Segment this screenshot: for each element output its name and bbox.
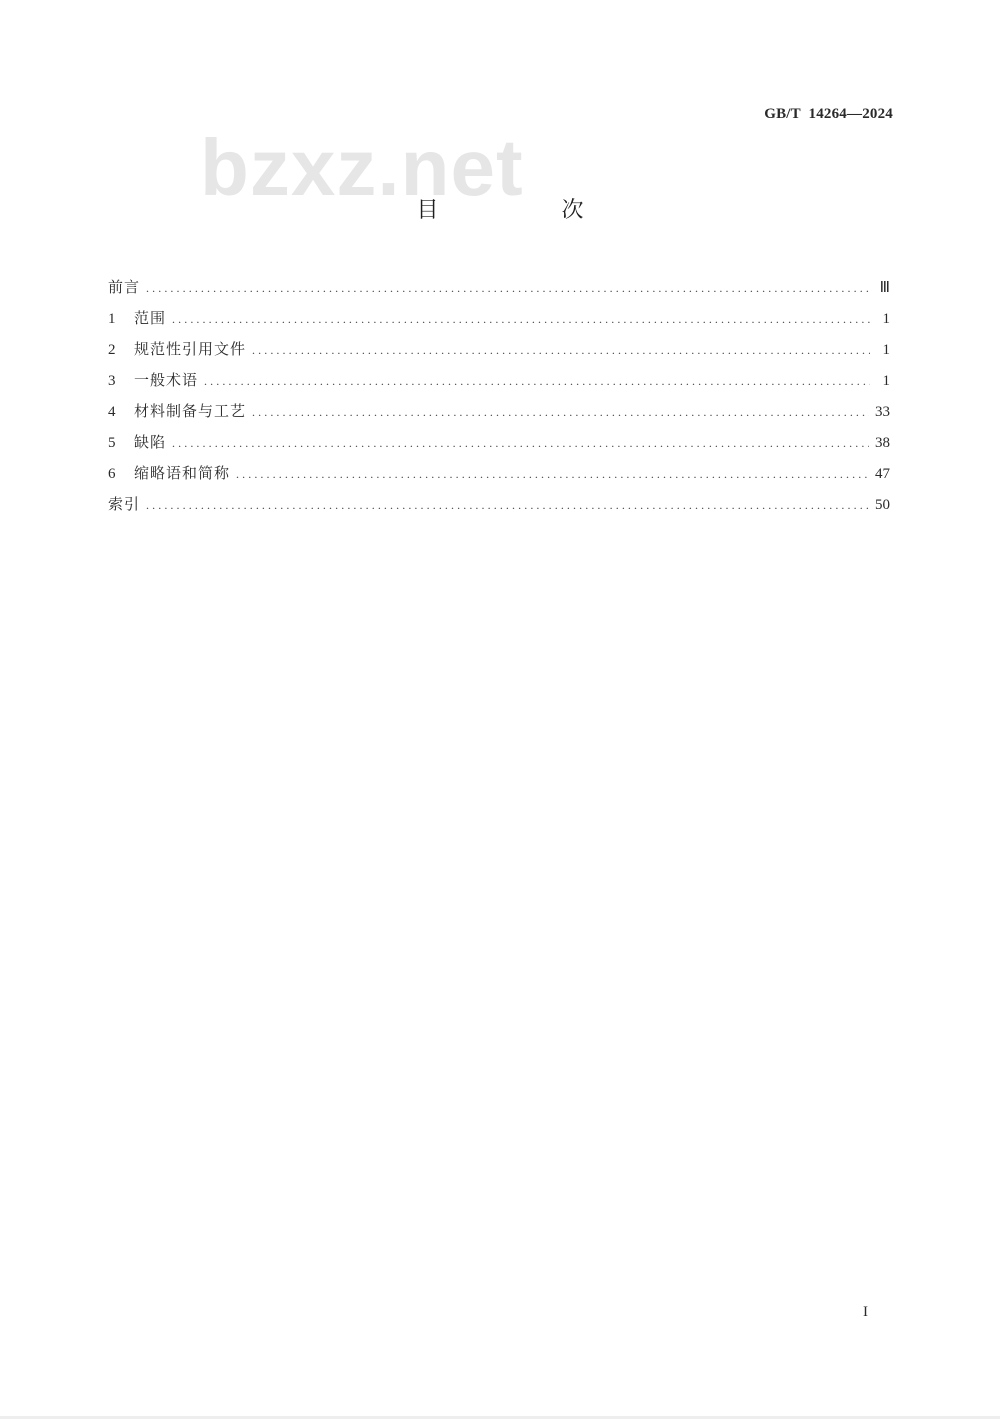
toc-entry-label: 缩略语和简称 xyxy=(134,464,231,482)
toc-entry-label: 规范性引用文件 xyxy=(134,340,247,358)
toc-leader-dots xyxy=(146,281,870,296)
toc-leader-dots xyxy=(236,467,869,482)
toc-entry-label: 索引 xyxy=(108,495,141,513)
toc-entry-number: 4 xyxy=(108,404,116,420)
watermark: bzxz.net xyxy=(200,123,524,212)
toc-entry-number: 2 xyxy=(108,342,116,358)
toc-entry-page: 50 xyxy=(875,497,890,513)
toc-entry-page: 47 xyxy=(875,466,890,482)
toc-leader-dots xyxy=(252,343,870,358)
toc-entry-number: 1 xyxy=(108,311,116,327)
toc-entry-label: 范围 xyxy=(134,309,167,327)
toc-entry-page: Ⅲ xyxy=(879,280,890,296)
toc-entry-scope[interactable] xyxy=(108,307,890,338)
toc-entry-materials-process[interactable] xyxy=(108,400,890,431)
toc-entry-general-terms[interactable] xyxy=(108,369,890,400)
toc-leader-dots xyxy=(252,405,869,420)
standard-number: GB/T 14264—2024 xyxy=(764,106,893,122)
toc-entry-page: 33 xyxy=(875,404,890,420)
toc-entry-label: 前言 xyxy=(108,278,141,296)
toc-entry-foreword[interactable] xyxy=(108,276,890,307)
toc-entry-page: 1 xyxy=(882,342,890,358)
toc-entry-number: 3 xyxy=(108,373,116,389)
toc-entry-abbreviations[interactable] xyxy=(108,462,890,493)
toc-entry-page: 38 xyxy=(875,435,890,451)
toc-entry-label: 材料制备与工艺 xyxy=(134,402,247,420)
toc-entry-defects[interactable] xyxy=(108,431,890,462)
page-title: 目 次 xyxy=(416,198,642,223)
toc-entry-label: 一般术语 xyxy=(134,371,199,389)
toc-entry-number: 5 xyxy=(108,435,116,451)
toc-entry-number: 6 xyxy=(108,466,116,482)
toc-leader-dots xyxy=(172,436,869,451)
toc-entry-page: 1 xyxy=(882,311,890,327)
toc-leader-dots xyxy=(146,498,869,513)
page-number: I xyxy=(863,1304,868,1320)
toc-entry-label: 缺陷 xyxy=(134,433,167,451)
toc-entry-normative-references[interactable] xyxy=(108,338,890,369)
toc-leader-dots xyxy=(172,312,870,327)
toc-entry-page: 1 xyxy=(882,373,890,389)
toc-entry-index[interactable] xyxy=(108,493,890,524)
toc-leader-dots xyxy=(204,374,870,389)
table-of-contents xyxy=(108,276,890,524)
